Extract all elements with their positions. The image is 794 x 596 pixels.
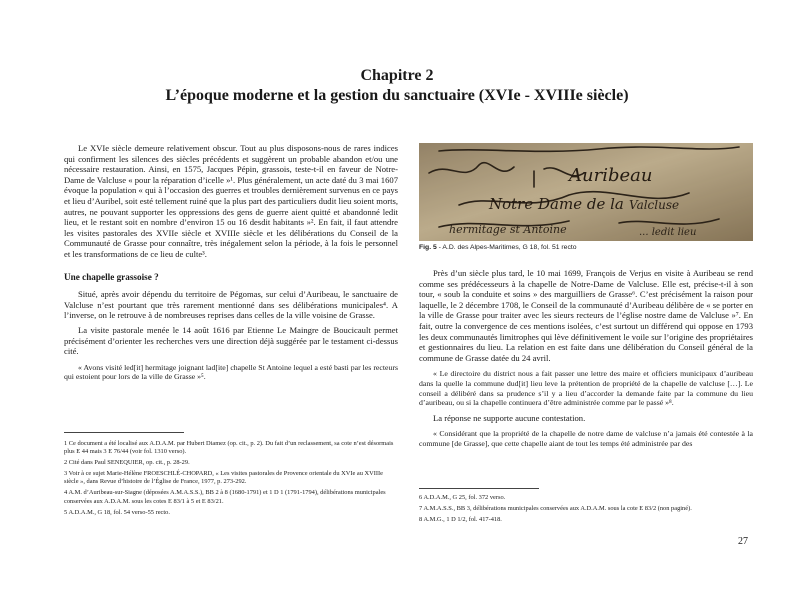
script-line-4: hermitage st Antoine xyxy=(449,223,567,236)
figure-caption xyxy=(419,244,753,251)
footnote-7: 7 A.M.A.S.S., BB 3, délibérations municipales conservées aux A.D.A.M. sous la cote E 83/2 (non paginé). xyxy=(419,505,692,513)
paragraph-3: La visite pastorale menée le 14 août 1616 par Etienne Le Maingre de Boucicault permet précisément d’orienter les recherches vers une direction déjà suggérée par le testament ci-dessus cité. xyxy=(64,324,398,357)
chapter-title: Chapitre 2 xyxy=(360,67,434,84)
script-line-5: ... ledit lieu xyxy=(639,227,697,238)
section-heading: Une chapelle grassoise ? xyxy=(64,271,159,282)
footnote-rule-right xyxy=(419,488,539,489)
page-number: 27 xyxy=(738,536,748,547)
footnote-4: 4 A.M. d’Auribeau-sur-Siagne (déposées A.M.A.S.S.), BB 2 à 8 (1680-1791) et 1 D 1 (1791-1794), délibérations municipales conservées aux A.D.A.M. sous les cotes E 83/1 à 5 et E 83/21. xyxy=(64,489,386,505)
footnote-2: 2 Cité dans Paul SENEQUIER, op. cit., p. 28-29. xyxy=(64,459,190,467)
footnote-8: 8 A.M.G., 1 D 1/2, fol. 417-418. xyxy=(419,516,502,524)
paragraph-1: Le XVIe siècle demeure relativement obscur. Tout au plus disposons-nous de rares indices qui confirment les silences des siècles précédents et suggèrent un probable abandon et/ou une nécessaire restauration. Ainsi, en 1575, Jacques Pépin, grassois, teste-t-il en faveur de Notre-Dame de Valcluse « pour la réparation d’icelle »¹. Plus généralement, un acte daté du 3 mai 1607 évoque la population « qui à l’occasion des guerres et troubles dernièrement survenus en ce pays et lieu d’Auribel, soit esté tellement ruiné que la plus part des particuliers dudit lieu soient morts, autres, ne pouvant supporter les oppressions des gens de guerre aient quitté et abandonné ledit lieu, et le restant soit en nombre d’environ 15 ou 16 desdit habitants »². En fait, il faut attendre les visites pastorales des XVIIe siècle et XVIIIe siècle et les délibérations du Conseil de la Communauté de Grasse pour connaître, très inégalement selon la période, à la fois le personnel et les transformations de ce lieu de culte³. xyxy=(64,143,398,259)
footnote-1: 1 Ce document a été localisé aux A.D.A.M. par Hubert Diamez (op. cit., p. 2). Du fait d’un reclassement, sa cote n’est désormais plus E 44 mais 3 E 76/44 (voir fol. 1310 verso). xyxy=(64,440,394,456)
paragraph-4: Près d’un siècle plus tard, le 10 mai 1699, François de Verjus en visite à Auribeau se rend comme ses prédécesseurs à la chapelle de Notre-Dame de Valcluse. Elle est, précise-t-il à son tour, « soub la conduite et soins » des marguilliers de Grasse⁶. C’est précisément la raison pour laquelle, le 2 décembre 1708, le Conseil de la communauté d’Auribeau délibère de « se porter en la ville de Grasse pour traiter avec les sieurs recteurs de l’église nostre dame de Valcluse »⁷. En fait, outre la convergence de ces mentions isolées, c’est surtout un différend qui oppose en 1793 les deux communautés limitrophes qui lève définitivement le voile sur l’origine des propriétaires et gestionnaires du lieu. La relation en est faite dans une délibération du Conseil général de la commune de Grasse datée du 24 avril. xyxy=(419,268,753,363)
footnotes-right xyxy=(419,494,753,524)
script-line-3: Valcluse xyxy=(629,198,680,212)
quote-1616: « Avons visité led[it] hermitage joignant lad[ite] chapelle St Antoine lequel a esté basti par les recteurs qui estoient pour lors de la ville de Grasse »⁵. xyxy=(64,362,398,382)
footnote-rule-left xyxy=(64,432,184,433)
figure-label: Fig. 5 xyxy=(419,244,437,251)
quote-1793: « Le directoire du district nous a fait passer une lettre des maire et officiers municipaux d’auribeau dans la quelle la commune dud[it] lieu leve la prétention de propriété de la chapelle de valcluse […]. Le conseil a délibéré dans sa prudence s’il y a lieu d’accorder la demande faite par la commune du lieu d’auribeau, ou si la chapelle continuera d’être administrée comme par le passé »⁸. xyxy=(419,369,753,408)
footnotes-left xyxy=(64,440,398,517)
script-line-1: Auribeau xyxy=(569,165,653,186)
footnote-5: 5 A.D.A.M., G 18, fol. 54 verso-55 recto. xyxy=(64,508,170,516)
footnote-3: 3 Voir à ce sujet Marie-Hélène FROESCHLÉ-CHOPARD, « Les visites pastorales de Provence orientale du XVIe au XVIIIe siècle », dans Revue d’histoire de l’Église de France, 1977, p. 273-292. xyxy=(64,470,383,486)
right-column xyxy=(419,268,753,449)
quote-considerant: « Considérant que la propriété de la chapelle de notre dame de valcluse n’a jamais été contestée à la commune [de Grasse], que cette chapelle aiant de tout les temps été administrée par des xyxy=(419,429,753,448)
footnote-6: 6 A.D.A.M., G 25, fol. 372 verso. xyxy=(419,494,506,501)
figure-caption-text: - A.D. des Alpes-Maritimes, G 18, fol. 51 recto xyxy=(436,244,577,251)
paragraph-5: La réponse ne supporte aucune contestation. xyxy=(433,412,586,423)
manuscript-photo xyxy=(419,143,753,241)
left-column xyxy=(64,143,398,382)
chapter-subtitle: L’époque moderne et la gestion du sanctuaire (XVIe - XVIIIe siècle) xyxy=(165,87,629,104)
paragraph-2: Situé, après avoir dépendu du territoire de Pégomas, sur celui d’Auribeau, le sanctuaire de Valcluse n’est pourtant que très rarement mentionné dans ses délibérations municipales⁴. A l’inverse, on le retrouve à de nombreuses reprises dans celles de la ville voisine de Grasse. xyxy=(64,289,398,321)
script-line-2: Notre Dame de la xyxy=(489,195,624,213)
